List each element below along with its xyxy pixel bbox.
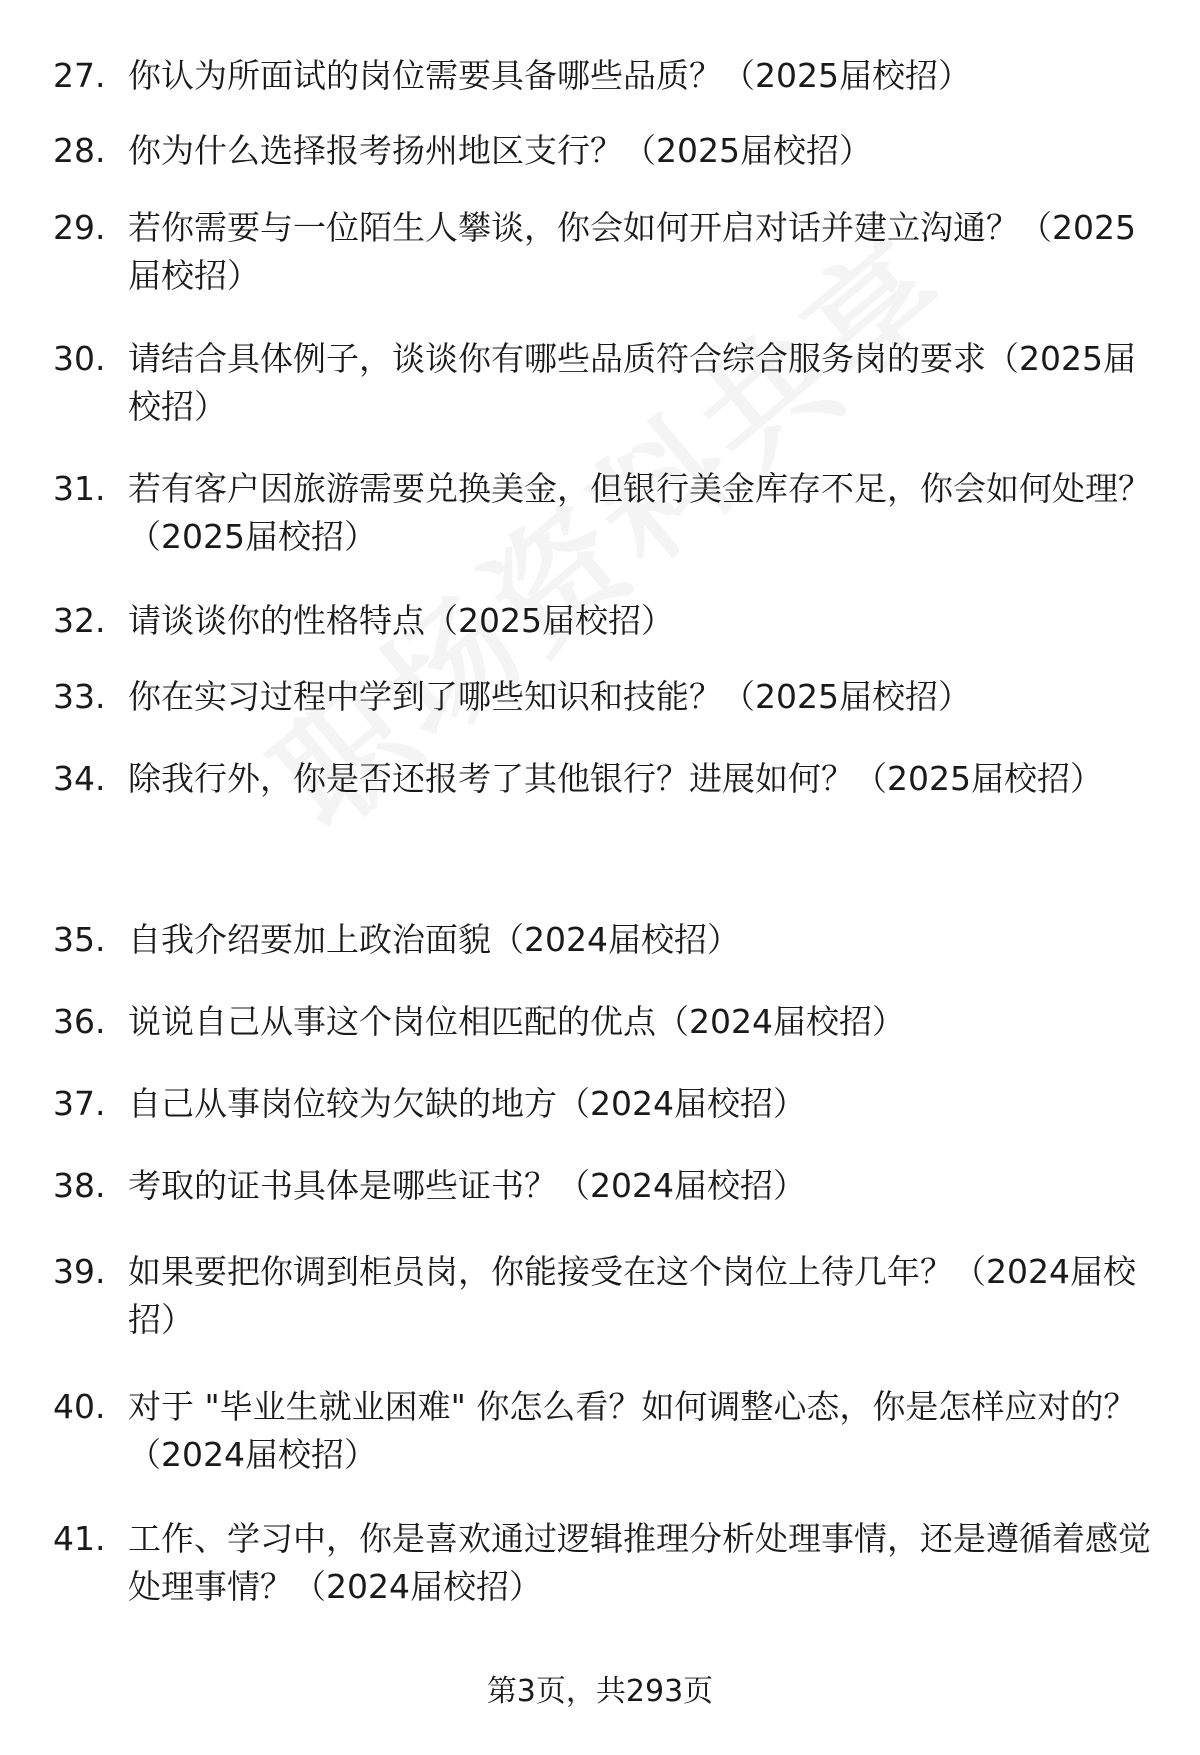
- question-number: 32.: [53, 601, 106, 640]
- question-number: 29.: [53, 208, 106, 247]
- question-text: 请谈谈你的性格特点（2025届校招）: [128, 601, 674, 640]
- question-number: 40.: [53, 1387, 106, 1426]
- question-text: 你为什么选择报考扬州地区支行？（2025届校招）: [128, 131, 872, 170]
- question-text: 如果要把你调到柜员岗，你能接受在这个岗位上待几年？（2024届校招）: [128, 1252, 1136, 1339]
- question-number: 38.: [53, 1166, 106, 1205]
- question-text: 除我行外，你是否还报考了其他银行？进展如何？（2025届校招）: [128, 759, 1103, 798]
- question-text: 考取的证书具体是哪些证书？（2024届校招）: [128, 1166, 806, 1205]
- question-number: 31.: [53, 469, 106, 508]
- page-number-label: 第3页，共293页: [486, 1674, 714, 1709]
- question-number: 27.: [53, 56, 106, 95]
- question-text: 你在实习过程中学到了哪些知识和技能？（2025届校招）: [128, 677, 971, 716]
- question-text: 说说自己从事这个岗位相匹配的优点（2024届校招）: [128, 1002, 905, 1041]
- question-text: 自己从事岗位较为欠缺的地方（2024届校招）: [128, 1084, 806, 1123]
- page-footer: [0, 1672, 1200, 1712]
- question-text: 对于 "毕业生就业困难" 你怎么看？如何调整心态，你是怎样应对的？（2024届校招）: [128, 1387, 1137, 1474]
- question-number: 37.: [53, 1084, 106, 1123]
- question-number: 35.: [53, 920, 106, 959]
- question-number: 30.: [53, 339, 106, 378]
- question-text: 若你需要与一位陌生人攀谈，你会如何开启对话并建立沟通？（2025届校招）: [128, 208, 1136, 295]
- question-number: 28.: [53, 131, 106, 170]
- question-number: 41.: [53, 1519, 106, 1558]
- question-text: 自我介绍要加上政治面貌（2024届校招）: [128, 920, 740, 959]
- question-number: 36.: [53, 1002, 106, 1041]
- question-number: 39.: [53, 1252, 106, 1291]
- question-text: 若有客户因旅游需要兑换美金，但银行美金库存不足，你会如何处理？（2025届校招）: [128, 469, 1151, 556]
- question-number: 33.: [53, 677, 106, 716]
- question-text: 请结合具体例子，谈谈你有哪些品质符合综合服务岗的要求（2025届校招）: [128, 339, 1136, 426]
- question-text: 你认为所面试的岗位需要具备哪些品质？（2025届校招）: [128, 56, 971, 95]
- question-text: 工作、学习中，你是喜欢通过逻辑推理分析处理事情，还是遵循着感觉处理事情？（2024届校招）: [128, 1519, 1151, 1606]
- question-number: 34.: [53, 759, 106, 798]
